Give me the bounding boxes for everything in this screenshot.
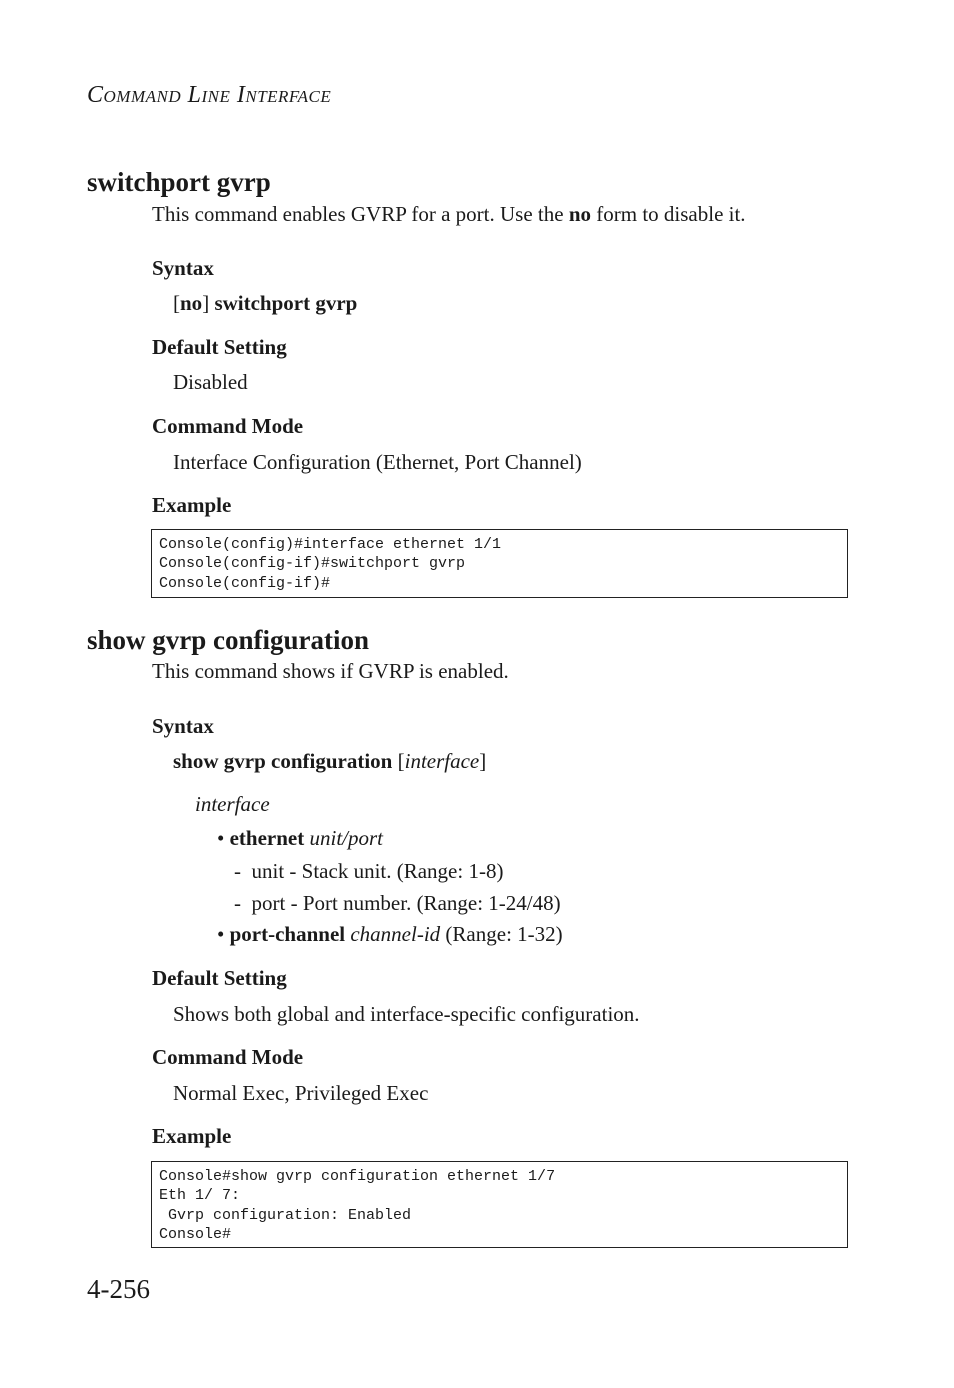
code-line: Console(config-if)#	[159, 574, 331, 592]
section2-code-block	[151, 1161, 848, 1248]
dash-item-unit	[234, 859, 503, 884]
section-title-show-gvrp-configuration: show gvrp configuration	[87, 625, 370, 655]
bullet-item-port-channel	[217, 922, 563, 947]
section1-desc-text-end: form to disable it.	[591, 202, 746, 226]
code-line: Console(config)#interface ethernet 1/1	[159, 536, 502, 553]
section1-desc-text: This command enables GVRP for a port. Use the	[152, 202, 569, 226]
section2-default-text: Shows both global and interface-specific configuration.	[173, 1002, 640, 1026]
header-word-1-rest: OMMAND	[103, 87, 182, 106]
bullet-parameter: unit/port	[309, 826, 384, 850]
header-word-3-cap: I	[236, 82, 246, 108]
bracket-open: [	[173, 291, 180, 315]
code-line: Console#show gvrp configuration ethernet 1/7	[159, 1168, 556, 1185]
bracket-close: ]	[202, 291, 215, 315]
section1-code-block	[151, 529, 848, 598]
dash-item-port	[234, 891, 561, 916]
code-line: Console(config-if)#switchport gvrp	[159, 555, 466, 573]
bracket-open: [	[392, 749, 405, 773]
section1-syntax-line	[173, 291, 357, 316]
header-word-2-rest: INE	[201, 87, 231, 106]
bullet-keyword: port-channel	[229, 922, 346, 946]
page-number: 4-256	[87, 1274, 150, 1304]
section2-default-heading: Default Setting	[152, 966, 287, 990]
bullet-icon: •	[217, 826, 225, 850]
section-title-switchport-gvrp: switchport gvrp	[87, 167, 271, 197]
parameter-name: interface	[195, 792, 270, 816]
bullet-icon: •	[217, 922, 225, 946]
code-line: Gvrp configuration: Enabled	[159, 1206, 412, 1224]
code-line: Eth 1/ 7:	[159, 1187, 241, 1205]
dash-item-text: unit - Stack unit. (Range: 1-8)	[251, 859, 504, 883]
section1-syntax-heading: Syntax	[152, 256, 214, 280]
syntax-parameter: interface	[404, 749, 480, 773]
section1-mode-text: Interface Configuration (Ethernet, Port Channel)	[173, 450, 582, 474]
code-line: Console#	[159, 1225, 232, 1243]
dash-icon: -	[234, 891, 241, 915]
section1-default-text: Disabled	[173, 370, 248, 394]
section1-description	[152, 202, 746, 227]
section2-description: This command shows if GVRP is enabled.	[152, 659, 509, 683]
section2-example-heading: Example	[152, 1124, 232, 1148]
header-word-3-rest: NTERFACE	[245, 87, 332, 106]
bullet-item-ethernet	[217, 826, 383, 851]
syntax-command: show gvrp configuration	[173, 749, 393, 773]
section1-default-heading: Default Setting	[152, 335, 287, 359]
syntax-command: switchport gvrp	[214, 291, 358, 315]
running-header	[87, 82, 331, 109]
header-word-2-cap: L	[187, 82, 202, 108]
section2-mode-text: Normal Exec, Privileged Exec	[173, 1081, 429, 1105]
section1-example-heading: Example	[152, 493, 232, 517]
header-word-1-cap: C	[87, 82, 104, 108]
bullet-keyword: ethernet	[229, 826, 305, 850]
bracket-close: ]	[479, 749, 487, 773]
section1-desc-keyword: no	[568, 202, 591, 226]
section2-mode-heading: Command Mode	[152, 1045, 304, 1069]
dash-item-text: port - Port number. (Range: 1-24/48)	[251, 891, 561, 915]
bullet-parameter: channel-id	[350, 922, 441, 946]
section1-mode-heading: Command Mode	[152, 414, 304, 438]
bullet-range: (Range: 1-32)	[440, 922, 563, 946]
section2-syntax-line	[173, 749, 486, 774]
dash-icon: -	[234, 859, 241, 883]
section2-syntax-heading: Syntax	[152, 714, 214, 738]
syntax-no-keyword: no	[180, 291, 203, 315]
